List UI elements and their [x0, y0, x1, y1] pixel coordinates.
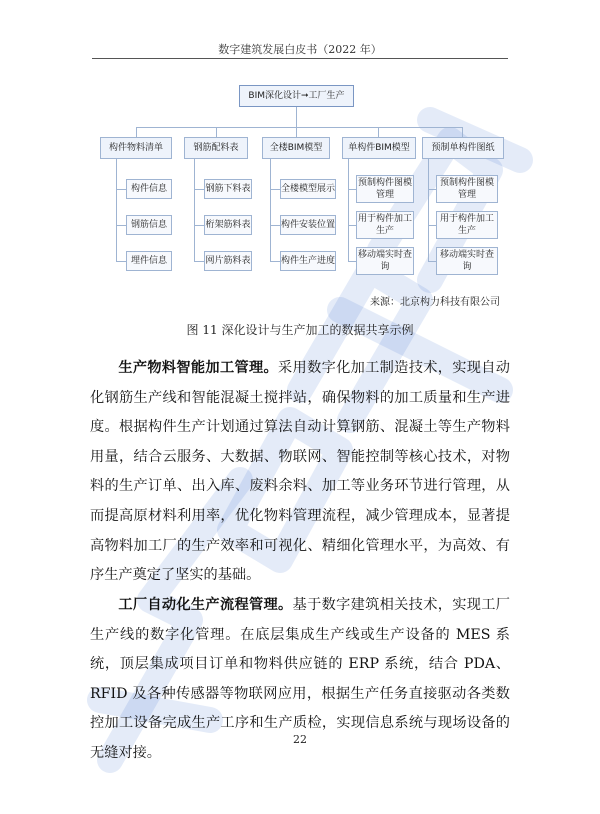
- connector: [194, 189, 204, 190]
- connector: [428, 225, 436, 226]
- connector: [348, 261, 356, 262]
- figure-source: 来源：北京构力科技有限公司: [370, 297, 500, 308]
- leaf-node: 预制构件图模 管理: [356, 175, 414, 203]
- category-node-full-bim: 全楼BIM模型: [262, 137, 330, 159]
- leaf-node: 移动端实时查 询: [436, 247, 498, 275]
- diagram-root-node: BIM深化设计➞工厂生产: [239, 85, 354, 107]
- leaf-node: 移动端实时查 询: [356, 247, 414, 275]
- connector: [348, 225, 356, 226]
- page-number: 22: [293, 733, 307, 746]
- leaf-node: 全楼模型展示: [280, 179, 336, 199]
- connector: [116, 159, 117, 261]
- leaf-node: 构件信息: [126, 179, 172, 199]
- leaf-node: 用于构件加工 生产: [356, 211, 414, 239]
- connector: [428, 189, 436, 190]
- category-node-bom: 构件物料清单: [100, 137, 172, 159]
- connector: [348, 189, 356, 190]
- leaf-node: 用于构件加工 生产: [436, 211, 498, 239]
- leaf-node: 构件安装位置: [280, 215, 336, 235]
- connector: [116, 261, 126, 262]
- connector: [296, 127, 297, 137]
- leaf-node: 预制构件图模 管理: [436, 175, 498, 203]
- connector: [270, 225, 280, 226]
- header-rule: [92, 58, 508, 59]
- connector: [270, 261, 280, 262]
- data-sharing-diagram: [90, 75, 510, 290]
- paragraph-body: 采用数字化加工制造技术，实现自动化钢筋生产线和智能混凝土搅拌站，确保物料的加工质量和生产进度。根据构件生产计划通过算法自动计算钢筋、混凝土等生产物料用量，结合云服务、大数据、物联网、智能控制等核心技术，对物料的生产订单、出入库、废料余料、加工等业务环节进行管理，从而提高原材料利用率，优化物料管理流程，减少管理成本，显著提高物料加工厂的生产效率和可视化、精细化管理水平，为高效、有序生产奠定了坚实的基础。: [90, 360, 510, 584]
- category-node-rebar: 钢筋配料表: [184, 137, 248, 159]
- leaf-node: 钢筋下料表: [204, 179, 252, 199]
- paragraph-title: 工厂自动化生产流程管理。: [118, 597, 293, 613]
- category-node-drawings: 预制单构件图纸: [422, 137, 504, 159]
- connector: [270, 159, 271, 261]
- paragraph-material-processing: [90, 354, 510, 591]
- paragraph-title: 生产物料智能加工管理。: [118, 360, 279, 376]
- connector: [194, 159, 195, 261]
- running-header: 数字建筑发展白皮书（2022 年）: [218, 43, 382, 56]
- connector: [194, 261, 204, 262]
- paragraph-body: 基于数字建筑相关技术，实现工厂生产线的数字化管理。在底层集成生产线或生产设备的 MES 系统，顶层集成项目订单和物料供应链的 ERP 系统，结合 PDA、RFID 及各种传感器等物联网应用，根据生产任务直接驱动各类数控加工设备完成生产工序和生产质检，实现信息系统与现场设备的无缝对接。: [90, 597, 510, 761]
- leaf-node: 钢筋信息: [126, 215, 172, 235]
- leaf-node: 埋件信息: [126, 251, 172, 271]
- connector: [378, 127, 379, 137]
- connector: [194, 225, 204, 226]
- connector: [116, 189, 126, 190]
- connector: [296, 107, 297, 127]
- connector: [428, 159, 429, 261]
- connector: [428, 261, 436, 262]
- connector: [116, 225, 126, 226]
- leaf-node: 网片筋料表: [204, 251, 252, 271]
- leaf-node: 构件生产进度: [280, 251, 336, 271]
- connector: [216, 127, 217, 137]
- connector: [462, 127, 463, 137]
- figure-caption: 图 11 深化设计与生产加工的数据共享示例: [186, 323, 414, 337]
- connector: [270, 189, 280, 190]
- connector: [136, 127, 137, 137]
- connector: [348, 159, 349, 261]
- connector: [136, 127, 462, 128]
- category-node-single-bim: 单构件BIM模型: [342, 137, 416, 159]
- leaf-node: 桁架筋料表: [204, 215, 252, 235]
